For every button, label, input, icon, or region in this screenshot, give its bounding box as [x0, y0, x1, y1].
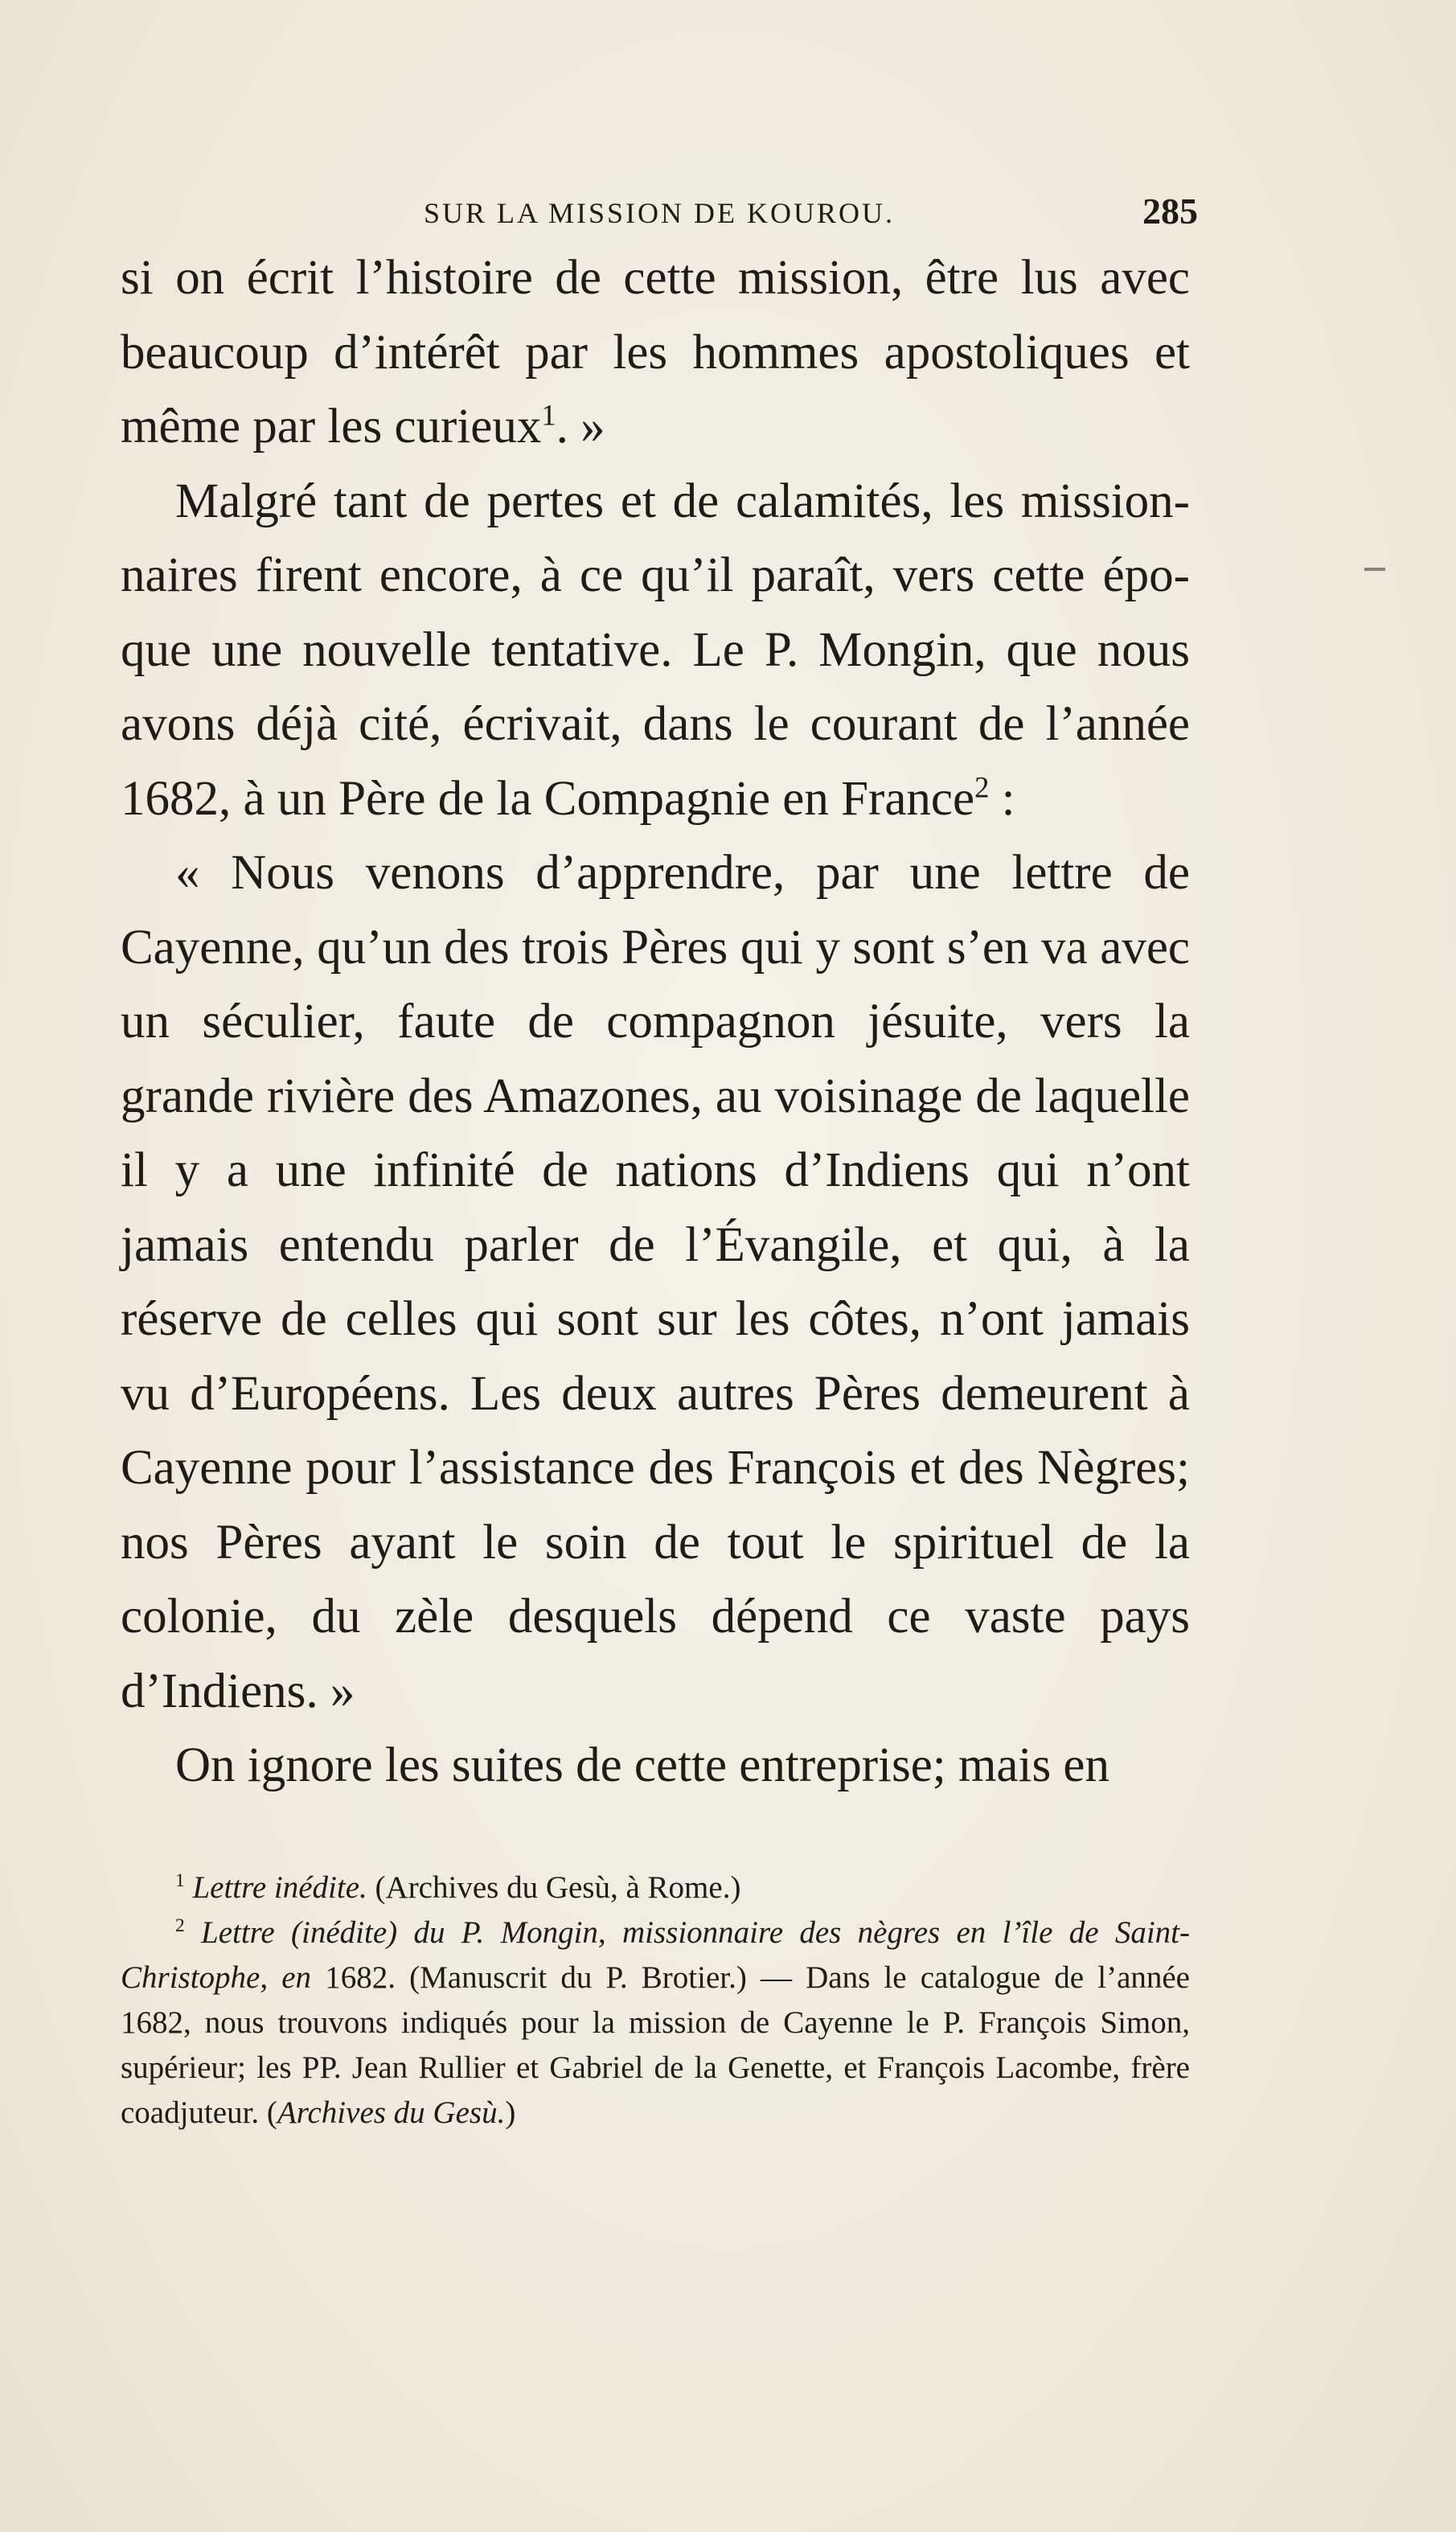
footnote-2-text: 1682. (Manuscrit du P. Brotier.) — Dans le catalogue de l’année 1682, nous trouvons indiqués pour la mission de Cayenne le P. François Simon, supérieur; les PP. Jean Rullier et Gabriel de la Genette, et François Lacombe, frère coadjuteur. ( [121, 1960, 1190, 2130]
paragraph-2 [121, 465, 1190, 837]
main-text [121, 241, 1190, 1804]
page-number: 285 [1142, 191, 1198, 232]
footnotes [121, 1865, 1190, 2136]
paragraph-2-text: Malgré tant de pertes et de calamités, les missionnaires firent encore, à ce qu’il paraît, vers cette époque une nouvelle tentative. Le P. Mongin, que nous avons déjà cité, écrivait, dans le courant de l’année 1682, à un Père de la Compagnie en France [121, 474, 1190, 826]
footnote-2 [121, 1910, 1190, 2136]
footnote-1-text: (Archives du Gesù, à Rome.) [367, 1870, 741, 1905]
margin-mark [1364, 568, 1385, 571]
footnote-2-close: ) [505, 2095, 516, 2130]
footnote-ref-1: 1 [541, 398, 556, 432]
paragraph-3-quote: « Nous venons d’apprendre, par une lettre de Cayenne, qu’un des trois Pères qui y sont s’en va avec un séculier, faute de compagnon jésuite, vers la grande rivière des Amazones, au voisinage de laquelle il y a une infinité de nations d’Indiens qui n’ont jamais entendu parler de l’Évangile, et qui, à la réserve de celles qui sont sur les côtes, n’ont jamais vu d’Européens. Les deux autres Pères demeurent à Cayenne pour l’assistance des François et des Nègres; nos Pères ayant le soin de tout le spirituel de la colonie, du zèle desquels dépend ce vaste pays d’Indiens. » [121, 846, 1190, 1718]
footnote-2-source: Archives du Gesù. [277, 2095, 506, 2130]
footnote-1-title: Lettre inédite. [192, 1870, 367, 1905]
paragraph-1-end: . » [556, 400, 605, 453]
paragraph-4: On ignore les suites de cette entreprise; mais en [175, 1738, 1110, 1792]
footnote-1 [121, 1865, 1190, 1910]
page-header [121, 190, 1198, 238]
footnote-1-number: 1 [175, 1870, 185, 1891]
footnote-2-number: 2 [175, 1915, 185, 1936]
paragraph-1-text: si on écrit l’histoire de cette mission, être lus avec beaucoup d’intérêt par les hommes apostoliques et même par les curieux [121, 251, 1190, 453]
footnote-2-title: Lettre (inédite) du P. Mongin, missionnaire des nègres en l’île de Saint-Christophe, en [121, 1915, 1191, 1995]
paragraph-1 [121, 241, 1190, 465]
footnote-ref-2: 2 [974, 770, 990, 804]
paragraph-2-end: : [989, 771, 1015, 826]
running-head: SUR LA MISSION DE KOUROU. [423, 197, 896, 229]
